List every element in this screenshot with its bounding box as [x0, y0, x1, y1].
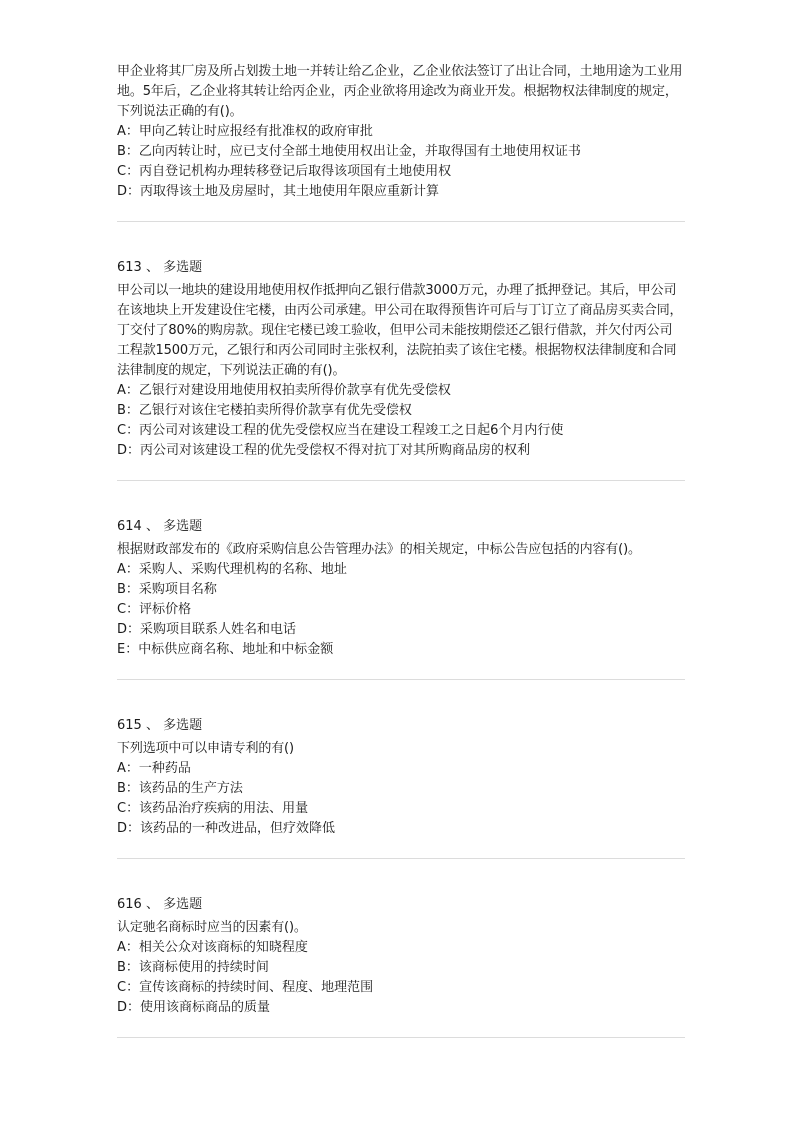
answer-option [117, 381, 685, 401]
question-stem: 甲公司以一地块的建设用地使用权作抵押向乙银行借款3000万元，办理了抵押登记。其后，甲公司在该地块上开发建设住宅楼，由丙公司承建。甲公司在取得预售许可后与丁订立了商品房买卖合同，丁交付了80%的购房款。现住宅楼已竣工验收，但甲公司未能按期偿还乙银行借款，并欠付丙公司工程款1500万元，乙银行和丙公司同时主张权利，法院拍卖了该住宅楼。根据物权法律制度和合同法律制度的规定，下列说法正确的有()。 [117, 283, 683, 378]
option-letter: D： [117, 443, 141, 458]
option-letter: B： [117, 781, 139, 796]
option-text: 评标价格 [139, 602, 192, 617]
option-letter: D： [117, 184, 141, 199]
answer-option [117, 799, 685, 819]
option-text: 丙公司对该建设工程的优先受偿权不得对抗丁对其所购商品房的权利 [140, 443, 531, 458]
question-divider [117, 221, 685, 222]
option-text: 中标供应商名称、地址和中标金额 [138, 642, 334, 657]
option-text: 采购人、采购代理机构的名称、地址 [138, 562, 347, 577]
option-letter: A： [117, 761, 139, 776]
answer-option [117, 421, 685, 441]
question-header: 615 、 多选题 [117, 718, 203, 733]
answer-option [117, 640, 685, 660]
option-text: 该药品治疗疾病的用法、用量 [139, 801, 309, 816]
question-divider [117, 1037, 685, 1038]
option-text: 宣传该商标的持续时间、程度、地理范围 [139, 980, 374, 995]
question-divider [117, 480, 685, 481]
option-letter: B： [117, 144, 139, 159]
option-letter: D： [117, 1000, 141, 1015]
option-text: 该药品的生产方法 [138, 781, 243, 796]
question-stem: 下列选项中可以申请专利的有() [117, 741, 294, 756]
option-text: 采购项目联系人姓名和电话 [140, 622, 297, 637]
option-letter: D： [117, 821, 141, 836]
option-text: 一种药品 [138, 761, 191, 776]
option-text: 使用该商标商品的质量 [140, 1000, 271, 1015]
question-header: 614 、 多选题 [117, 519, 203, 534]
option-text: 该药品的一种改进品，但疗效降低 [140, 821, 336, 836]
answer-option [117, 819, 685, 839]
option-letter: A： [117, 940, 139, 955]
option-letter: C： [117, 164, 140, 179]
answer-option [117, 122, 685, 142]
option-letter: C： [117, 980, 140, 995]
option-text: 乙银行对建设用地使用权拍卖所得价款享有优先受偿权 [138, 383, 451, 398]
answer-option [117, 600, 685, 620]
answer-option [117, 779, 685, 799]
question-stem: 认定驰名商标时应当的因素有()。 [117, 920, 307, 935]
question-block [117, 517, 685, 660]
option-letter: A： [117, 124, 139, 139]
option-text: 丙公司对该建设工程的优先受偿权应当在建设工程竣工之日起6个月内行使 [139, 423, 564, 438]
option-text: 甲向乙转让时应报经有批准权的政府审批 [138, 124, 373, 139]
question-divider [117, 679, 685, 680]
option-text: 丙取得该土地及房屋时，其土地使用年限应重新计算 [140, 184, 440, 199]
question-header: 616 、 多选题 [117, 897, 203, 912]
option-letter: A： [117, 562, 139, 577]
answer-option [117, 441, 685, 461]
answer-option [117, 620, 685, 640]
option-letter: C： [117, 423, 140, 438]
option-letter: B： [117, 582, 139, 597]
question-block [117, 258, 685, 461]
option-text: 丙自登记机构办理转移登记后取得该项国有土地使用权 [139, 164, 452, 179]
question-stem: 根据财政部发布的《政府采购信息公告管理办法》的相关规定，中标公告应包括的内容有()。 [117, 542, 641, 557]
option-letter: A： [117, 383, 139, 398]
option-text: 该商标使用的持续时间 [138, 960, 269, 975]
option-letter: D： [117, 622, 141, 637]
answer-option [117, 142, 685, 162]
option-text: 乙向丙转让时，应已支付全部土地使用权出让金，并取得国有土地使用权证书 [138, 144, 581, 159]
option-text: 乙银行对该住宅楼拍卖所得价款享有优先受偿权 [138, 403, 412, 418]
question-block [117, 62, 685, 202]
option-letter: C： [117, 602, 140, 617]
answer-option [117, 401, 685, 421]
question-page [117, 62, 685, 1074]
answer-option [117, 998, 685, 1018]
answer-option [117, 580, 685, 600]
answer-option [117, 560, 685, 580]
option-letter: B： [117, 403, 139, 418]
option-text: 采购项目名称 [138, 582, 217, 597]
option-letter: C： [117, 801, 140, 816]
question-header: 613 、 多选题 [117, 260, 203, 275]
option-letter: E： [117, 642, 139, 657]
question-block [117, 716, 685, 839]
question-block [117, 895, 685, 1018]
question-stem: 甲企业将其厂房及所占划拨土地一并转让给乙企业，乙企业依法签订了出让合同，土地用途为工业用地。5年后，乙企业将其转让给丙企业，丙企业欲将用途改为商业开发。根据物权法律制度的规定，下列说法正确的有()。 [117, 64, 683, 119]
answer-option [117, 978, 685, 998]
answer-option [117, 759, 685, 779]
option-letter: B： [117, 960, 139, 975]
question-divider [117, 858, 685, 859]
answer-option [117, 958, 685, 978]
answer-option [117, 938, 685, 958]
option-text: 相关公众对该商标的知晓程度 [138, 940, 308, 955]
answer-option [117, 162, 685, 182]
answer-option [117, 182, 685, 202]
